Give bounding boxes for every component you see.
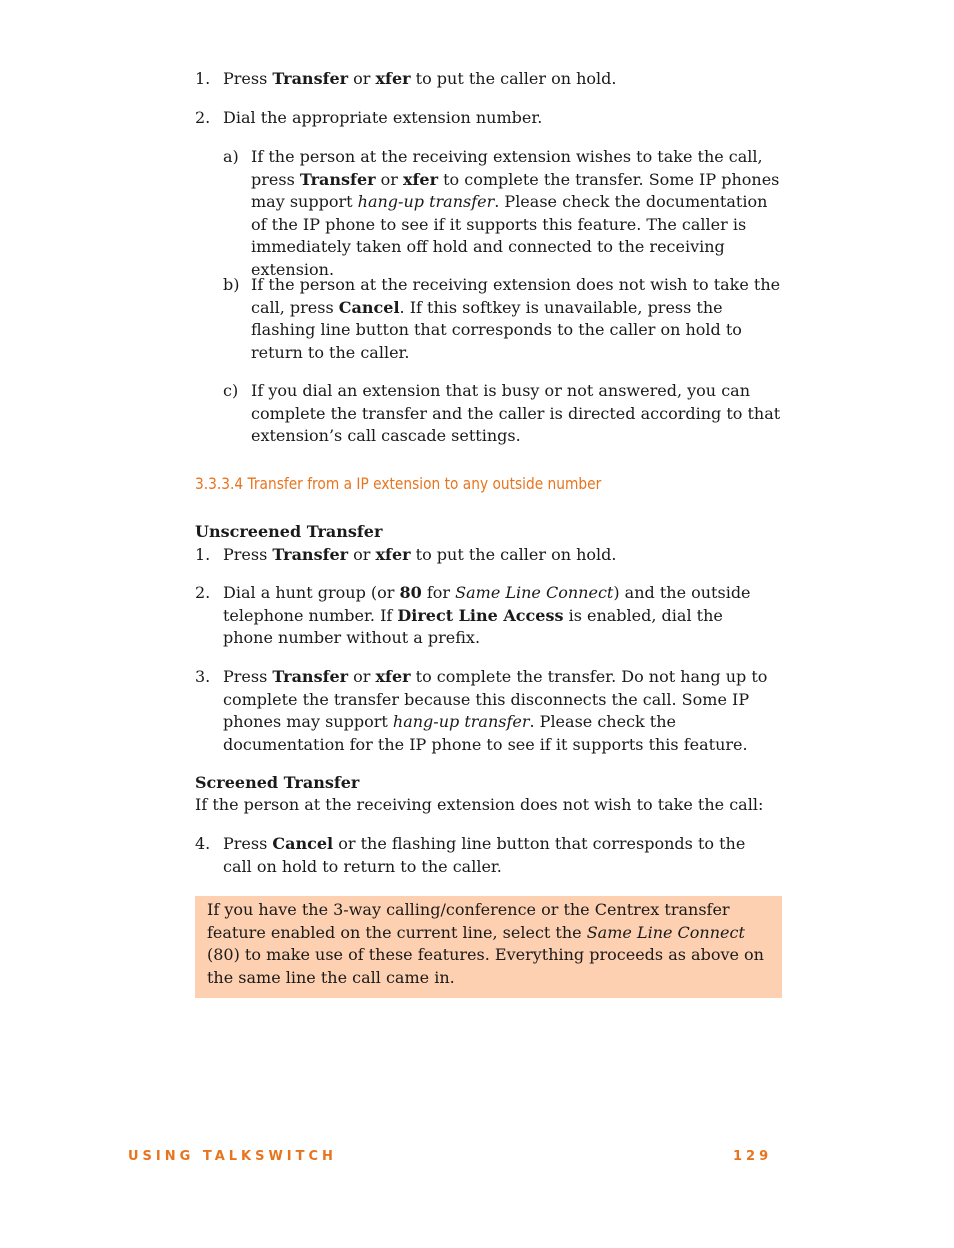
note-box [195, 896, 782, 998]
unscreened-title: Unscreened Transfer [195, 522, 383, 541]
text-run: to put the caller on hold. [410, 545, 617, 564]
screened-title: Screened Transfer [195, 773, 360, 792]
sub-step-text [251, 146, 781, 282]
bold-term: Transfer [299, 169, 376, 189]
screened-intro: If the person at the receiving extension does not wish to take the call: [195, 795, 764, 814]
bold-term: 80 [399, 583, 422, 602]
step-number: 3. [195, 667, 211, 686]
step-number: 1. [195, 69, 211, 88]
text-run: If you dial an extension that is busy or not answered, you can complete the transfer and the caller is directed according to that extension’s call cascade settings. [251, 381, 781, 446]
text-run: Dial the appropriate extension number. [223, 108, 543, 127]
step-text [223, 107, 783, 130]
text-run: to put the caller on hold. [410, 69, 617, 88]
text-run: or [375, 169, 403, 189]
text-run: to complete the transfer. Some IP phones may support [251, 169, 780, 212]
text-run: . Please check the documentation of the IP phone to see if it supports this feature. The caller is immediately taken off hold and connected to the receiving extension. [251, 192, 768, 279]
text-run: . Please check the documentation for the IP phone to see if it supports this feature. [223, 712, 748, 754]
text-run: . If this softkey is unavailable, press the flashing line button that corresponds to the caller on hold to return to the caller. [251, 297, 742, 362]
bold-term: xfer [375, 667, 411, 686]
text-run: for [421, 583, 456, 602]
text-run: Press [223, 545, 273, 564]
sub-step-letter: c) [223, 381, 239, 400]
text-run: or [348, 545, 376, 564]
italic-term: Same Line Connect [455, 583, 614, 602]
bold-term: xfer [375, 545, 411, 564]
bold-term: Direct Line Access [397, 605, 564, 625]
italic-term: hang-up transfer [392, 712, 530, 732]
text-run: Dial a hunt group (or [223, 583, 400, 602]
bold-term: Cancel [338, 297, 400, 317]
step-text [223, 582, 753, 650]
footer-title: USING TALKSWITCH [128, 1149, 337, 1164]
note-text [207, 899, 770, 989]
text-run: or [348, 69, 376, 88]
sub-step-text [251, 380, 781, 448]
bold-term: xfer [403, 169, 439, 189]
text-run: Press [223, 834, 273, 853]
sub-step-letter: b) [223, 275, 240, 294]
text-run: or the flashing line button that corresponds to the call on hold to return to the caller. [223, 834, 746, 876]
step-number: 1. [195, 545, 211, 564]
page-number: 129 [733, 1149, 773, 1164]
text-run: If the person at the receiving extension wishes to take the call, press [251, 147, 763, 189]
sub-step-letter: a) [223, 147, 239, 166]
bold-term: Transfer [272, 667, 349, 686]
text-run: (80) to make use of these features. Everything proceeds as above on the same line the call came in. [207, 945, 764, 987]
step-text [223, 666, 783, 756]
section-heading: 3.3.3.4 Transfer from a IP extension to any outside number [195, 474, 602, 493]
step-text [223, 68, 783, 91]
italic-term: hang-up transfer [357, 192, 495, 212]
text-run: or [348, 667, 376, 686]
bold-term: Cancel [272, 834, 334, 853]
text-run: ) and the outside telephone number. If [223, 583, 751, 625]
step-text [223, 544, 783, 567]
text-run: If you have the 3-way calling/conference or the Centrex transfer feature enabled on the current line, select the [207, 900, 730, 942]
text-run: Press [223, 69, 273, 88]
step-text [223, 833, 753, 878]
text-run: is enabled, dial the phone number without a prefix. [223, 605, 723, 648]
italic-term: Same Line Connect [586, 922, 745, 942]
text-run: If the person at the receiving extension does not wish to take the call, press [251, 275, 781, 317]
bold-term: xfer [375, 69, 411, 88]
step-number: 2. [195, 583, 211, 602]
bold-term: Transfer [272, 69, 349, 88]
step-number: 2. [195, 108, 211, 127]
bold-term: Transfer [272, 545, 349, 564]
text-run: Press [223, 667, 273, 686]
text-run: to complete the transfer. Do not hang up to complete the transfer because this disconnects the call. Some IP phones may support [223, 667, 768, 732]
sub-step-text [251, 274, 781, 364]
step-number: 4. [195, 834, 211, 853]
